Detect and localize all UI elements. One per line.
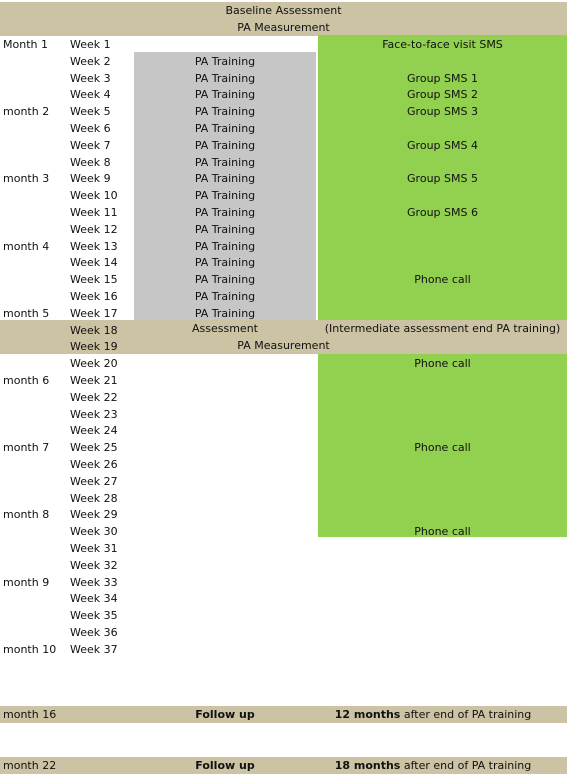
month-label: month 5 [3,307,50,320]
week-label: Week 32 [70,559,118,572]
week-label: Week 36 [70,626,118,639]
week-label: Week 15 [70,273,118,286]
week-label: Week 2 [70,55,111,68]
week19-pa-measurement-label: PA Measurement [237,339,330,352]
week-label: Week 13 [70,240,118,253]
week-label: Week 16 [70,290,118,303]
week-label: Week 18 [70,324,118,337]
followup-detail-2 [318,757,548,774]
week-label: Week 19 [70,340,118,353]
baseline-assessment-label: Baseline Assessment [225,4,342,17]
week-label: Week 12 [70,223,118,236]
month-label: month 3 [3,172,50,185]
pa-training-cell: PA Training [194,307,256,320]
week-label: Week 21 [70,374,118,387]
pa-training-cell: PA Training [194,156,256,169]
week-label: Week 33 [70,576,118,589]
month-label: month 9 [3,576,50,589]
week-label: Week 30 [70,525,118,538]
phone-call-cell: Phone call [414,441,471,454]
sms-event-cell: Group SMS 2 [407,88,478,101]
pa-training-cell: PA Training [194,223,256,236]
followup-month-2: month 22 [3,759,57,772]
week-label: Week 17 [70,307,118,320]
followup-month-1: month 16 [3,708,57,721]
week-label: Week 34 [70,592,118,605]
week-label: Week 29 [70,508,118,521]
week-label: Week 37 [70,643,118,656]
week-label: Week 23 [70,408,118,421]
followup-amount-2: 18 months [334,759,401,772]
phone-call-cell: Phone call [414,357,471,370]
month-label: month 7 [3,441,50,454]
sms-event-cell: Group SMS 6 [407,206,478,219]
pa-training-cell: PA Training [194,88,256,101]
week-label: Week 10 [70,189,118,202]
week-label: Week 28 [70,492,118,505]
week-label: Week 22 [70,391,118,404]
followup-label-1: Follow up [195,708,255,721]
month-label: month 4 [3,240,50,253]
month-label: Month 1 [3,38,48,51]
week-label: Week 1 [70,38,111,51]
week-label: Week 24 [70,424,118,437]
week18-assessment-label: Assessment [192,322,258,335]
followup-rest-1: after end of PA training [400,708,532,721]
month-label: month 2 [3,105,50,118]
month-label: month 6 [3,374,50,387]
week-label: Week 20 [70,357,118,370]
week-label: Week 5 [70,105,111,118]
week-label: Week 27 [70,475,118,488]
sms-event-cell: Face-to-face visit SMS [382,38,503,51]
pa-training-cell: PA Training [194,172,256,185]
week-label: Week 31 [70,542,118,555]
pa-training-cell: PA Training [194,72,256,85]
pa-training-cell: PA Training [194,189,256,202]
followup-label-2: Follow up [195,759,255,772]
week-label: Week 4 [70,88,111,101]
week-label: Week 8 [70,156,111,169]
pa-training-cell: PA Training [194,122,256,135]
week-label: Week 7 [70,139,111,152]
week-label: Week 14 [70,256,118,269]
pa-training-cell: PA Training [194,55,256,68]
intermediate-assessment-note: (Intermediate assessment end PA training) [324,322,561,335]
week-label: Week 6 [70,122,111,135]
week-label: Week 9 [70,172,111,185]
followup-rest-2: after end of PA training [400,759,532,772]
month-label: month 10 [3,643,57,656]
week-label: Week 11 [70,206,118,219]
week-label: Week 25 [70,441,118,454]
followup-amount-1: 12 months [334,708,401,721]
pa-training-cell: PA Training [194,105,256,118]
sms-event-cell: Group SMS 4 [407,139,478,152]
pa-training-cell: PA Training [194,139,256,152]
pa-training-cell: PA Training [194,206,256,219]
followup-detail-1 [318,706,548,723]
sms-event-cell: Group SMS 3 [407,105,478,118]
sms-event-cell: Group SMS 1 [407,72,478,85]
week-label: Week 35 [70,609,118,622]
sms-event-cell: Phone call [414,273,471,286]
pa-measurement-label: PA Measurement [237,21,330,34]
week-label: Week 26 [70,458,118,471]
phone-call-cell: Phone call [414,525,471,538]
sms-event-cell: Group SMS 5 [407,172,478,185]
pa-training-cell: PA Training [194,290,256,303]
pa-training-cell: PA Training [194,240,256,253]
week-label: Week 3 [70,72,111,85]
month-label: month 8 [3,508,50,521]
pa-training-cell: PA Training [194,273,256,286]
pa-training-cell: PA Training [194,256,256,269]
